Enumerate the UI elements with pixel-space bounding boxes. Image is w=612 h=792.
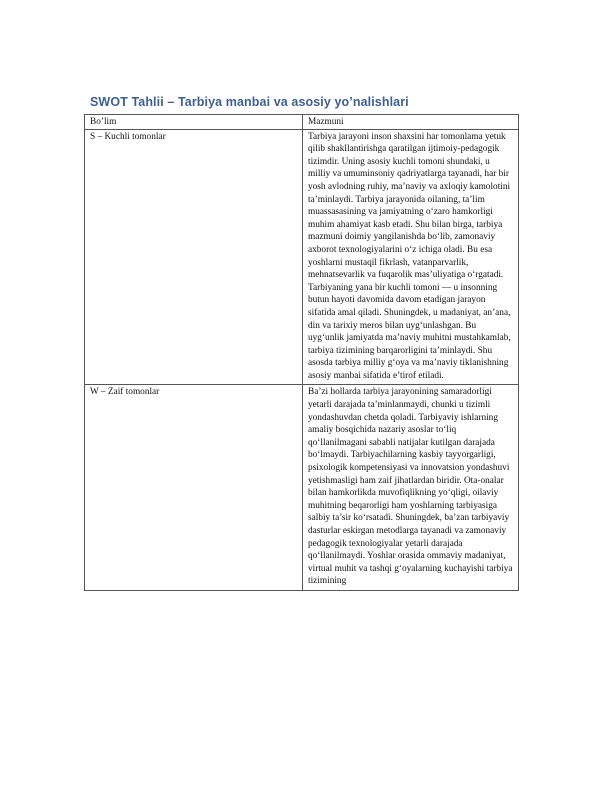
table-row: [85, 129, 519, 385]
row-section-weaknesses: W – Zaif tomonlar: [85, 385, 303, 591]
table-header-row: [85, 115, 519, 130]
row-section-strengths: S – Kuchli tomonlar: [85, 129, 303, 385]
table-row: [85, 385, 519, 591]
column-header-section: Bo’lim: [85, 115, 303, 130]
column-header-content: Mazmuni: [303, 115, 519, 130]
row-content-strengths: Tarbiya jarayoni inson shaxsini har tomonlama yetuk qilib shakllantirishga qaratilgan ijtimoiy-pedagogik tizimdir. Uning asosiy kuchli tomoni shundaki, u milliy va umuminsoniy qadriyatlarga tayanadi, har bir yosh avlodning ruhiy, ma’naviy va axloqiy kamolotini ta’minlaydi. Tarbiya jarayonida oilaning, ta’lim muassasasining va jamiyatning o‘zaro hamkorligi muhim ahamiyat kasb etadi. Shu bilan birga, tarbiya mazmuni doimiy yangilanishda bo‘lib, zamonaviy axborot texnologiyalarini o‘z ichiga oladi. Bu esa yoshlarni mustaqil fikrlash, vatanparvarlik, mehnatsevarlik va fuqarolik mas’uliyatiga o‘rgatadi. Tarbiyaning yana bir kuchli tomoni — u insonning butun hayoti davomida davom etadigan jarayon sifatida amal qiladi. Shuningdek, u madaniyat, an’ana, din va tarixiy meros bilan uyg‘unlashgan. Bu uyg‘unlik jamiyatda ma’naviy muhitni mustahkamlab, tarbiya tizimining barqarorligini ta’minlaydi. Shu asosda tarbiya milliy g‘oya va ma’naviy tiklanishning asosiy manbai sifatida e’tirof etiladi.: [303, 129, 519, 385]
swot-table: [84, 114, 519, 591]
document-title: SWOT Tahlii – Tarbiya manbai va asosiy yo’nalishlari: [90, 95, 409, 109]
row-content-weaknesses: Ba’zi hollarda tarbiya jarayonining samaradorligi yetarli darajada ta’minlanmaydi, chunki u tizimli yondashuvdan chetda qoladi. Tarbiyaviy ishlarning amaliy bosqichida nazariy asoslar to‘liq qo‘llanilmagani sababli natijalar kutilgan darajada bo‘lmaydi. Tarbiyachilarning kasbiy tayyorgarligi, psixologik kompetensiyasi va innovatsion yondashuvi yetishmasligi ham zaif jihatlardan biridir. Ota-onalar bilan hamkorlikda muvofiqlikning yo‘qligi, oilaviy muhitning beqarorligi ham yoshlarning tarbiyasiga salbiy ta’sir ko‘rsatadi. Shuningdek, ba’zan tarbiyaviy dasturlar eskirgan metodlarga tayanadi va zamonaviy pedagogik texnologiyalar yetarli darajada qo‘llanilmaydi. Yoshlar orasida ommaviy madaniyat, virtual muhit va tashqi g‘oyalarning kuchayishi tarbiya tizimining: [303, 385, 519, 591]
